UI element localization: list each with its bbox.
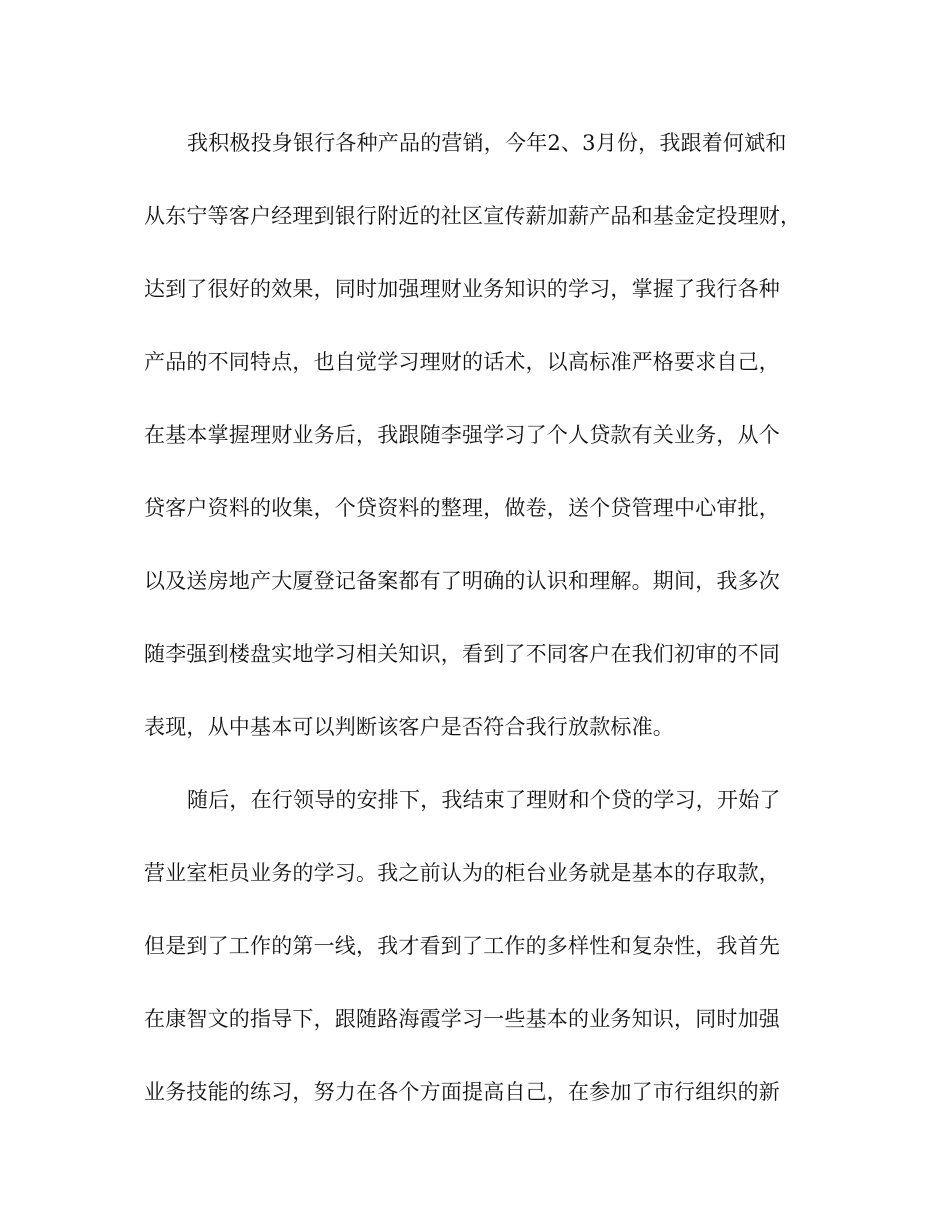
- paragraph-2-line-3: 但是到了工作的第一线，我才看到了工作的多样性和复杂性，我首先: [144, 934, 780, 958]
- paragraph-1-line-6: 贷客户资料的收集，个贷资料的整理，做卷，送个贷管理中心审批，: [144, 496, 780, 520]
- paragraph-2-line-1: 随后，在行领导的安排下，我结束了理财和个贷的学习，开始了: [187, 788, 781, 812]
- paragraph-1-line-2: 从东宁等客户经理到银行附近的社区宣传薪加薪产品和基金定投理财，: [144, 204, 802, 228]
- body-text: [144, 124, 814, 1146]
- paragraph-2-line-2: 营业室柜员业务的学习。我之前认为的柜台业务就是基本的存取款，: [144, 861, 780, 885]
- paragraph-1-line-4: 产品的不同特点，也自觉学习理财的话术，以高标准严格要求自己，: [144, 350, 780, 374]
- paragraph-1-line-7: 以及送房地产大厦登记备案都有了明确的认识和理解。期间，我多次: [144, 569, 780, 593]
- paragraph-1-line-9: 表现，从中基本可以判断该客户是否符合我行放款标准。: [144, 715, 674, 739]
- paragraph-2-line-5: 业务技能的练习，努力在各个方面提高自己，在参加了市行组织的新: [144, 1080, 780, 1104]
- paragraph-1-line-1: 我积极投身银行各种产品的营销，今年2、3月份，我跟着何斌和: [187, 131, 787, 155]
- paragraph-1-line-8: 随李强到楼盘实地学习相关知识，看到了不同客户在我们初审的不同: [144, 642, 780, 666]
- paragraph-2-line-4: 在康智文的指导下，跟随路海霞学习一些基本的业务知识，同时加强: [144, 1007, 780, 1031]
- paragraph-1-line-5: 在基本掌握理财业务后，我跟随李强学习了个人贷款有关业务，从个: [144, 423, 780, 447]
- paragraph-1-line-3: 达到了很好的效果，同时加强理财业务知识的学习，掌握了我行各种: [144, 277, 780, 301]
